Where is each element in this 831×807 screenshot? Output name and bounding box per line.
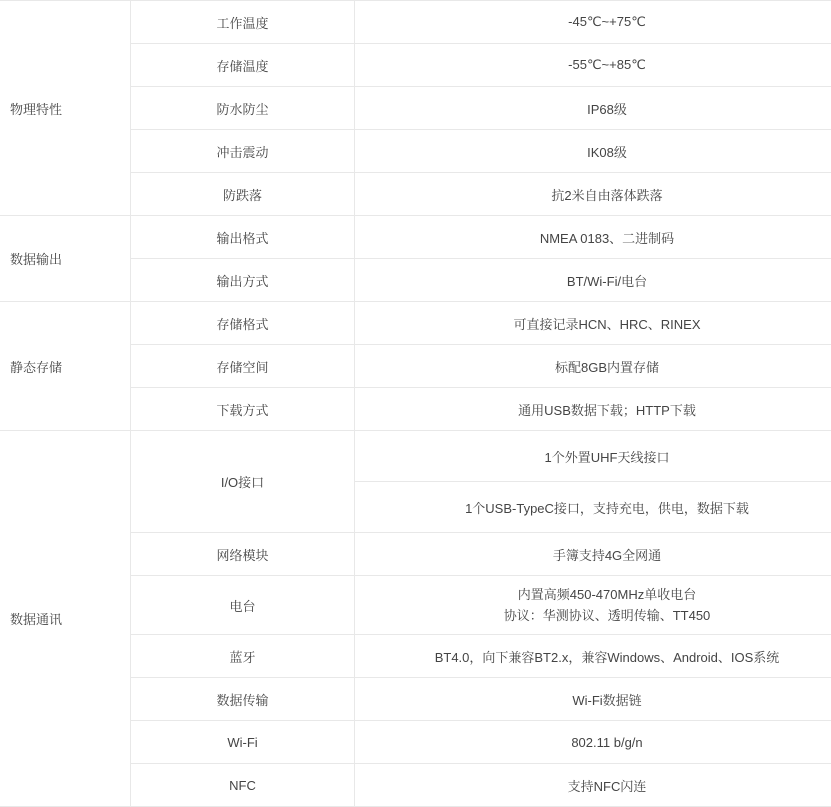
spec-item: 防水防尘: [131, 87, 355, 130]
spec-item: 输出格式: [131, 216, 355, 259]
spec-item: 工作温度: [131, 1, 355, 44]
spec-item: 下载方式: [131, 388, 355, 431]
spec-value: BT4.0，向下兼容BT2.x，兼容Windows、Android、IOS系统: [355, 635, 831, 678]
spec-value: 1个USB-TypeC接口，支持充电，供电，数据下载: [355, 482, 831, 533]
spec-value: 支持NFC闪连: [355, 764, 831, 807]
spec-value-line2: 协议：华测协议、透明传输、TT450: [363, 605, 831, 626]
group-label-data-output: 数据输出: [0, 216, 131, 302]
spec-value-io: [355, 431, 831, 533]
spec-value: 通用USB数据下载；HTTP下载: [355, 388, 831, 431]
spec-item: 冲击震动: [131, 130, 355, 173]
spec-value: Wi-Fi数据链: [355, 678, 831, 721]
spec-value: 手簿支持4G全网通: [355, 533, 831, 576]
spec-item: 蓝牙: [131, 635, 355, 678]
spec-item: 输出方式: [131, 259, 355, 302]
spec-value: -45℃~+75℃: [355, 1, 831, 44]
spec-value: NMEA 0183、二进制码: [355, 216, 831, 259]
spec-item: 存储温度: [131, 44, 355, 87]
spec-value: IK08级: [355, 130, 831, 173]
spec-item: NFC: [131, 764, 355, 807]
spec-item: I/O接口: [131, 431, 355, 533]
table-row: [0, 431, 831, 533]
spec-item: 存储格式: [131, 302, 355, 345]
spec-item: 电台: [131, 576, 355, 635]
group-label-data-communication: 数据通讯: [0, 431, 131, 807]
group-label-physical: 物理特性: [0, 1, 131, 216]
table-row: [0, 302, 831, 345]
spec-value: 抗2米自由落体跌落: [355, 173, 831, 216]
table-row: [355, 482, 831, 533]
spec-value: 可直接记录HCN、HRC、RINEX: [355, 302, 831, 345]
table-row: [0, 216, 831, 259]
spec-value: IP68级: [355, 87, 831, 130]
table-row: [0, 1, 831, 44]
group-label-static-storage: 静态存储: [0, 302, 131, 431]
spec-item: 存储空间: [131, 345, 355, 388]
spec-value: 标配8GB内置存储: [355, 345, 831, 388]
table-row: [355, 431, 831, 482]
spec-value: 1个外置UHF天线接口: [355, 431, 831, 482]
spec-item: 网络模块: [131, 533, 355, 576]
spec-value: 802.11 b/g/n: [355, 721, 831, 764]
spec-value: BT/Wi-Fi/电台: [355, 259, 831, 302]
spec-item: Wi-Fi: [131, 721, 355, 764]
io-subtable: [355, 431, 831, 532]
spec-value: -55℃~+85℃: [355, 44, 831, 87]
spec-item: 数据传输: [131, 678, 355, 721]
spec-item: 防跌落: [131, 173, 355, 216]
spec-value-radio: [355, 576, 831, 635]
spec-value-line1: 内置高频450-470MHz单收电台: [363, 584, 831, 605]
